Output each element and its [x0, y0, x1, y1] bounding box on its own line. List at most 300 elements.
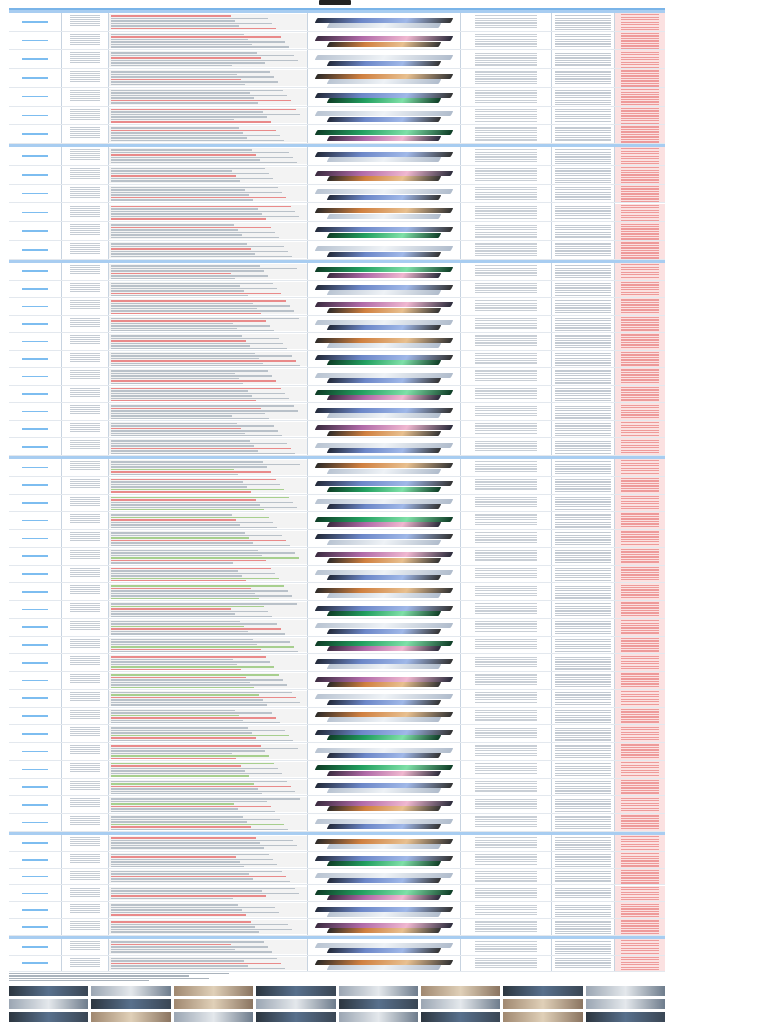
- spec-cell: [461, 387, 551, 402]
- model-cell: [9, 263, 61, 280]
- condition-cell: [552, 602, 614, 617]
- spec-cell: [461, 815, 551, 830]
- model-cell: [9, 637, 61, 654]
- model-cell: [9, 50, 61, 68]
- config-cell: [62, 148, 108, 164]
- description-cell: [109, 887, 307, 901]
- table-row: [9, 107, 665, 126]
- config-cell: [62, 567, 108, 582]
- description-cell: [109, 567, 307, 582]
- price-cell: [615, 690, 665, 707]
- product-image: [308, 814, 460, 831]
- model-cell: [9, 351, 61, 368]
- price-cell: [615, 368, 665, 385]
- condition-cell: [552, 352, 614, 367]
- description-cell: [109, 655, 307, 670]
- table-row: [9, 902, 665, 919]
- model-cell: [9, 690, 61, 707]
- price-cell: [615, 886, 665, 902]
- config-cell: [62, 478, 108, 493]
- spec-cell: [461, 920, 551, 934]
- price-cell: [615, 743, 665, 760]
- table-row: [9, 672, 665, 690]
- description-cell: [109, 89, 307, 105]
- description-cell: [109, 903, 307, 917]
- description-cell: [109, 317, 307, 332]
- price-cell: [615, 835, 665, 851]
- spec-cell: [461, 108, 551, 124]
- description-cell: [109, 762, 307, 777]
- table-row: [9, 637, 665, 655]
- price-cell: [615, 779, 665, 796]
- spec-cell: [461, 673, 551, 688]
- spec-cell: [461, 299, 551, 314]
- thumbnail-image: [586, 986, 665, 996]
- condition-cell: [552, 223, 614, 239]
- product-image: [308, 852, 460, 868]
- price-cell: [615, 351, 665, 368]
- condition-cell: [552, 726, 614, 741]
- price-cell: [615, 69, 665, 87]
- product-image: [308, 403, 460, 420]
- product-image: [308, 956, 460, 972]
- price-cell: [615, 241, 665, 259]
- config-cell: [62, 655, 108, 670]
- description-cell: [109, 460, 307, 475]
- model-cell: [9, 530, 61, 547]
- config-cell: [62, 33, 108, 49]
- model-cell: [9, 403, 61, 420]
- description-cell: [109, 496, 307, 511]
- spec-cell: [461, 242, 551, 258]
- product-image: [308, 583, 460, 600]
- description-cell: [109, 638, 307, 653]
- product-image: [308, 743, 460, 760]
- thumbnail-image: [174, 999, 253, 1009]
- condition-cell: [552, 108, 614, 124]
- spec-cell: [461, 887, 551, 901]
- product-image: [308, 919, 460, 935]
- price-cell: [615, 814, 665, 831]
- price-cell: [615, 761, 665, 778]
- product-image: [308, 690, 460, 707]
- product-image: [308, 672, 460, 689]
- config-cell: [62, 744, 108, 759]
- thumbnail-image: [174, 1012, 253, 1022]
- product-table: [9, 10, 665, 972]
- config-cell: [62, 620, 108, 635]
- config-cell: [62, 51, 108, 67]
- product-image: [308, 477, 460, 494]
- model-cell: [9, 281, 61, 298]
- product-image: [308, 166, 460, 184]
- thumbnail-image: [9, 1012, 88, 1022]
- model-cell: [9, 583, 61, 600]
- condition-cell: [552, 70, 614, 86]
- price-cell: [615, 512, 665, 529]
- price-cell: [615, 530, 665, 547]
- spec-cell: [461, 957, 551, 971]
- condition-cell: [552, 549, 614, 564]
- condition-cell: [552, 584, 614, 599]
- product-image: [308, 69, 460, 87]
- thumbnail-image: [9, 999, 88, 1009]
- spec-cell: [461, 126, 551, 142]
- spec-cell: [461, 223, 551, 239]
- config-cell: [62, 726, 108, 741]
- table-row: [9, 403, 665, 421]
- spec-cell: [461, 638, 551, 653]
- model-cell: [9, 125, 61, 143]
- config-cell: [62, 780, 108, 795]
- condition-cell: [552, 920, 614, 934]
- price-cell: [615, 333, 665, 350]
- config-cell: [62, 439, 108, 454]
- condition-cell: [552, 780, 614, 795]
- config-cell: [62, 352, 108, 367]
- model-cell: [9, 333, 61, 350]
- model-cell: [9, 835, 61, 851]
- price-cell: [615, 438, 665, 455]
- description-cell: [109, 584, 307, 599]
- spec-cell: [461, 620, 551, 635]
- price-cell: [615, 708, 665, 725]
- product-image: [308, 263, 460, 280]
- price-cell: [615, 386, 665, 403]
- description-cell: [109, 797, 307, 812]
- thumbnail-image: [9, 986, 88, 996]
- config-cell: [62, 638, 108, 653]
- price-cell: [615, 298, 665, 315]
- product-image: [308, 725, 460, 742]
- spec-cell: [461, 744, 551, 759]
- condition-cell: [552, 439, 614, 454]
- model-cell: [9, 779, 61, 796]
- condition-cell: [552, 317, 614, 332]
- price-cell: [615, 125, 665, 143]
- table-row: [9, 779, 665, 797]
- model-cell: [9, 204, 61, 222]
- config-cell: [62, 870, 108, 884]
- product-image: [308, 222, 460, 240]
- product-image: [308, 50, 460, 68]
- table-row: [9, 583, 665, 601]
- product-image: [308, 204, 460, 222]
- spec-cell: [461, 205, 551, 221]
- table-row: [9, 512, 665, 530]
- product-image: [308, 779, 460, 796]
- condition-cell: [552, 638, 614, 653]
- thumbnail-image: [91, 999, 170, 1009]
- price-sheet: [9, 0, 665, 972]
- condition-cell: [552, 148, 614, 164]
- price-cell: [615, 637, 665, 654]
- condition-cell: [552, 957, 614, 971]
- condition-cell: [552, 299, 614, 314]
- product-image: [308, 125, 460, 143]
- model-cell: [9, 495, 61, 512]
- table-row: [9, 185, 665, 204]
- table-row: [9, 869, 665, 886]
- description-cell: [109, 620, 307, 635]
- table-row: [9, 316, 665, 334]
- config-cell: [62, 673, 108, 688]
- config-cell: [62, 815, 108, 830]
- description-cell: [109, 223, 307, 239]
- logo-mark: [319, 0, 351, 5]
- config-cell: [62, 167, 108, 183]
- price-cell: [615, 263, 665, 280]
- price-cell: [615, 919, 665, 935]
- product-image: [308, 548, 460, 565]
- price-cell: [615, 619, 665, 636]
- config-cell: [62, 549, 108, 564]
- model-cell: [9, 796, 61, 813]
- table-row: [9, 241, 665, 260]
- thumbnail-image: [421, 986, 500, 996]
- description-cell: [109, 439, 307, 454]
- description-cell: [109, 478, 307, 493]
- config-cell: [62, 460, 108, 475]
- description-cell: [109, 602, 307, 617]
- price-cell: [615, 403, 665, 420]
- price-cell: [615, 459, 665, 476]
- price-cell: [615, 566, 665, 583]
- spec-cell: [461, 496, 551, 511]
- model-cell: [9, 13, 61, 31]
- thumbnail-image: [174, 986, 253, 996]
- thumbnail-image: [256, 986, 335, 996]
- condition-cell: [552, 186, 614, 202]
- table-row: [9, 939, 665, 956]
- description-cell: [109, 33, 307, 49]
- price-cell: [615, 185, 665, 203]
- product-image: [308, 459, 460, 476]
- description-cell: [109, 334, 307, 349]
- model-cell: [9, 512, 61, 529]
- description-cell: [109, 691, 307, 706]
- table-row: [9, 796, 665, 814]
- spec-cell: [461, 836, 551, 850]
- product-image: [308, 368, 460, 385]
- model-cell: [9, 459, 61, 476]
- description-cell: [109, 242, 307, 258]
- thumbnail-image: [421, 1012, 500, 1022]
- spec-cell: [461, 352, 551, 367]
- spec-cell: [461, 460, 551, 475]
- spec-cell: [461, 70, 551, 86]
- product-image: [308, 902, 460, 918]
- condition-cell: [552, 334, 614, 349]
- config-cell: [62, 282, 108, 297]
- product-image: [308, 601, 460, 618]
- condition-cell: [552, 126, 614, 142]
- model-cell: [9, 222, 61, 240]
- table-row: [9, 919, 665, 936]
- model-cell: [9, 477, 61, 494]
- description-cell: [109, 126, 307, 142]
- price-cell: [615, 13, 665, 31]
- product-image: [308, 32, 460, 50]
- config-cell: [62, 108, 108, 124]
- product-image: [308, 298, 460, 315]
- model-cell: [9, 869, 61, 885]
- config-cell: [62, 602, 108, 617]
- description-cell: [109, 940, 307, 954]
- config-cell: [62, 242, 108, 258]
- price-cell: [615, 222, 665, 240]
- description-cell: [109, 744, 307, 759]
- price-cell: [615, 583, 665, 600]
- table-row: [9, 619, 665, 637]
- config-cell: [62, 126, 108, 142]
- model-cell: [9, 725, 61, 742]
- price-cell: [615, 281, 665, 298]
- condition-cell: [552, 404, 614, 419]
- config-cell: [62, 853, 108, 867]
- model-cell: [9, 107, 61, 125]
- thumbnail-image: [586, 999, 665, 1009]
- config-cell: [62, 89, 108, 105]
- description-cell: [109, 957, 307, 971]
- config-cell: [62, 531, 108, 546]
- condition-cell: [552, 655, 614, 670]
- condition-cell: [552, 14, 614, 30]
- description-cell: [109, 836, 307, 850]
- description-cell: [109, 14, 307, 30]
- spec-cell: [461, 870, 551, 884]
- model-cell: [9, 814, 61, 831]
- price-cell: [615, 50, 665, 68]
- description-cell: [109, 709, 307, 724]
- description-cell: [109, 387, 307, 402]
- spec-cell: [461, 89, 551, 105]
- model-cell: [9, 241, 61, 259]
- thumbnail-image: [256, 1012, 335, 1022]
- price-cell: [615, 601, 665, 618]
- table-row: [9, 333, 665, 351]
- condition-cell: [552, 282, 614, 297]
- product-image: [308, 185, 460, 203]
- price-cell: [615, 204, 665, 222]
- price-cell: [615, 956, 665, 972]
- product-image: [308, 88, 460, 106]
- condition-cell: [552, 513, 614, 528]
- config-cell: [62, 299, 108, 314]
- model-cell: [9, 919, 61, 935]
- condition-cell: [552, 478, 614, 493]
- product-image: [308, 512, 460, 529]
- model-cell: [9, 88, 61, 106]
- table-row: [9, 725, 665, 743]
- description-cell: [109, 726, 307, 741]
- table-row: [9, 204, 665, 223]
- description-cell: [109, 780, 307, 795]
- condition-cell: [552, 673, 614, 688]
- description-cell: [109, 70, 307, 86]
- config-cell: [62, 422, 108, 437]
- price-cell: [615, 316, 665, 333]
- model-cell: [9, 298, 61, 315]
- spec-cell: [461, 940, 551, 954]
- spec-cell: [461, 709, 551, 724]
- condition-cell: [552, 940, 614, 954]
- config-cell: [62, 496, 108, 511]
- table-row: [9, 13, 665, 32]
- config-cell: [62, 887, 108, 901]
- table-row: [9, 566, 665, 584]
- product-image: [308, 654, 460, 671]
- condition-cell: [552, 496, 614, 511]
- product-image: [308, 316, 460, 333]
- spec-cell: [461, 853, 551, 867]
- model-cell: [9, 761, 61, 778]
- spec-cell: [461, 33, 551, 49]
- model-cell: [9, 386, 61, 403]
- table-row: [9, 386, 665, 404]
- condition-cell: [552, 870, 614, 884]
- description-cell: [109, 148, 307, 164]
- description-cell: [109, 853, 307, 867]
- product-image: [308, 438, 460, 455]
- description-cell: [109, 549, 307, 564]
- spec-cell: [461, 369, 551, 384]
- table-row: [9, 886, 665, 903]
- thumbnail-image: [91, 986, 170, 996]
- table-row: [9, 351, 665, 369]
- thumbnail-image: [339, 1012, 418, 1022]
- price-cell: [615, 421, 665, 438]
- thumbnail-strip: [9, 986, 665, 996]
- description-cell: [109, 815, 307, 830]
- price-cell: [615, 147, 665, 165]
- table-row: [9, 298, 665, 316]
- description-cell: [109, 422, 307, 437]
- product-image: [308, 107, 460, 125]
- config-cell: [62, 317, 108, 332]
- thumbnail-image: [503, 1012, 582, 1022]
- price-cell: [615, 939, 665, 955]
- condition-cell: [552, 744, 614, 759]
- spec-cell: [461, 404, 551, 419]
- spec-cell: [461, 549, 551, 564]
- condition-cell: [552, 620, 614, 635]
- table-row: [9, 166, 665, 185]
- price-cell: [615, 852, 665, 868]
- description-cell: [109, 352, 307, 367]
- description-cell: [109, 264, 307, 279]
- condition-cell: [552, 51, 614, 67]
- config-cell: [62, 957, 108, 971]
- condition-cell: [552, 369, 614, 384]
- spec-cell: [461, 186, 551, 202]
- config-cell: [62, 186, 108, 202]
- table-row: [9, 125, 665, 144]
- config-cell: [62, 836, 108, 850]
- product-image: [308, 147, 460, 165]
- table-row: [9, 761, 665, 779]
- table-row: [9, 368, 665, 386]
- description-cell: [109, 673, 307, 688]
- description-cell: [109, 920, 307, 934]
- spec-cell: [461, 51, 551, 67]
- spec-cell: [461, 531, 551, 546]
- model-cell: [9, 902, 61, 918]
- product-image: [308, 869, 460, 885]
- model-cell: [9, 654, 61, 671]
- description-cell: [109, 531, 307, 546]
- table-row: [9, 495, 665, 513]
